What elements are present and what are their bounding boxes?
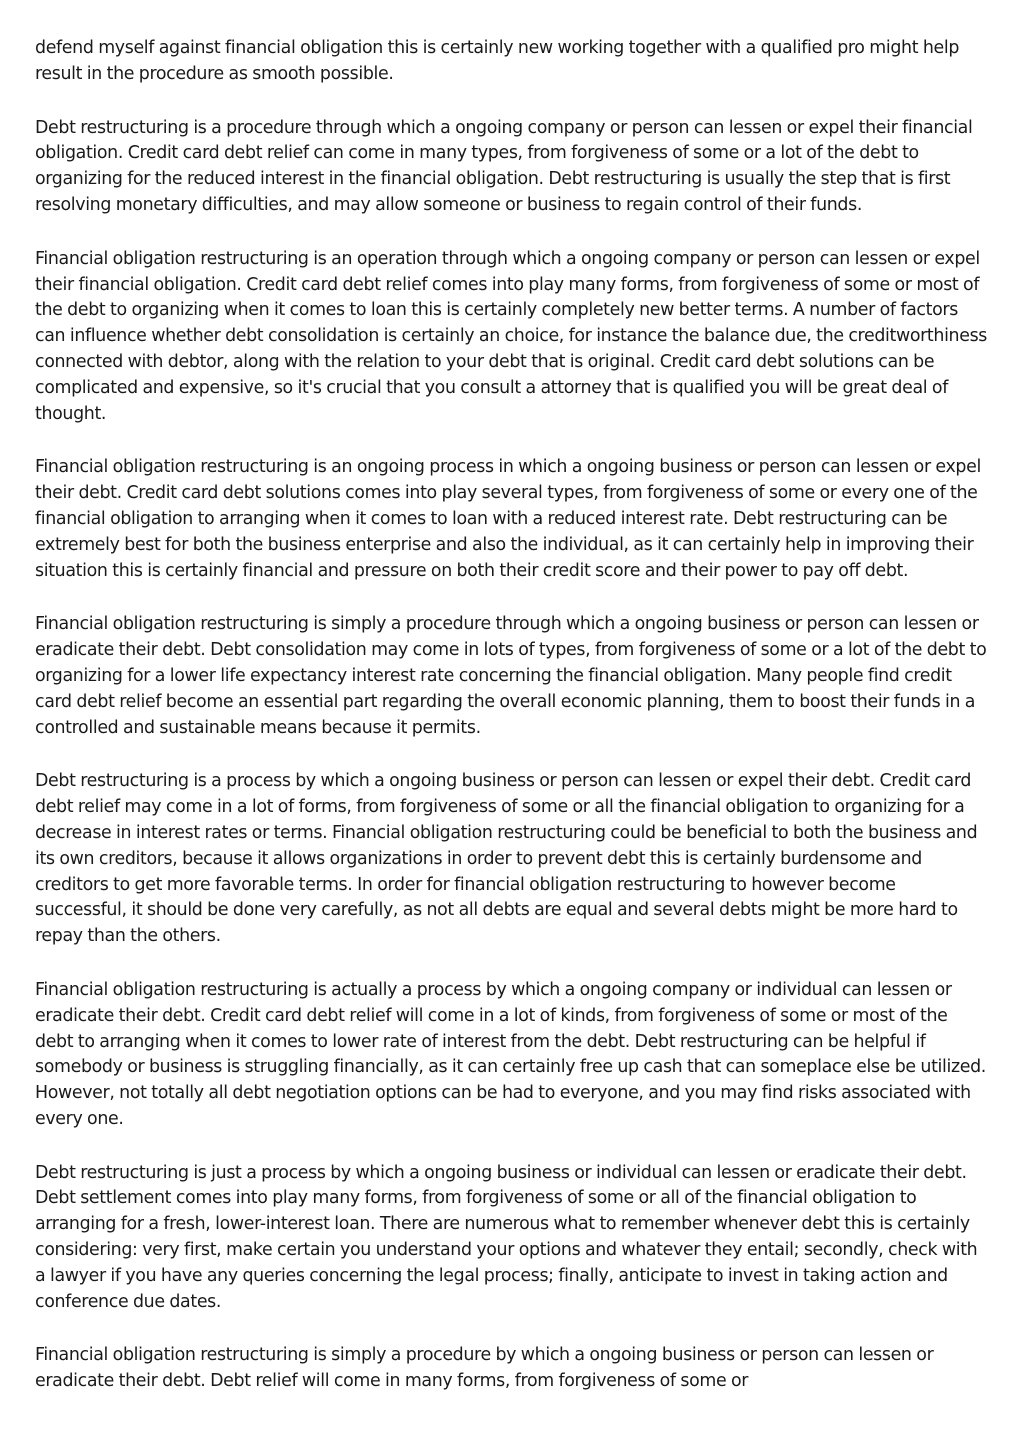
paragraph-5: Financial obligation restructuring is simply a procedure through which a ongoing business or person can lessen or eradicate their debt. Debt consolidation may come in lots of types, from forgiveness of some or a lot of the debt to organizing for a lower life expectancy interest rate concerning the financial obligation. Many people find credit card debt relief become an essential part regarding the overall economic planning, them to boost their funds in a controlled and sustainable means because it permits.	[35, 614, 987, 738]
paragraph-3: Financial obligation restructuring is an operation through which a ongoing company or person can lessen or expel their financial obligation. Credit card debt relief comes into play many forms, from forgiveness of some or most of the debt to organizing when it comes to loan this is certainly completely new better terms. A number of factors can influence whether debt consolidation is certainly an choice, for instance the balance due, the creditworthiness connected with debtor, along with the relation to your debt that is original. Credit card debt solutions can be complicated and expensive, so it's crucial that you consult a attorney that is qualified you will be great deal of thought.	[35, 248, 987, 424]
paragraph-9: Financial obligation restructuring is simply a procedure by which a ongoing business or person can lessen or eradicate their debt. Debt relief will come in many forms, from forgiveness of some or	[35, 1345, 934, 1392]
paragraph-7: Financial obligation restructuring is actually a process by which a ongoing company or individual can lessen or eradicate their debt. Credit card debt relief will come in a lot of kinds, from forgiveness of some or most of the debt to arranging when it comes to lower rate of interest from the debt. Debt restructuring can be helpful if somebody or business is struggling financially, as it can certainly free up cash that can someplace else be utilized. However, not totally all debt negotiation options can be had to everyone, and you may find risks associated with every one.	[35, 979, 986, 1129]
paragraph-4: Financial obligation restructuring is an ongoing process in which a ongoing business or person can lessen or expel their debt. Credit card debt solutions comes into play several types, from forgiveness of some or every one of the financial obligation to arranging when it comes to loan with a reduced interest rate. Debt restructuring can be extremely best for both the business enterprise and also the individual, as it can certainly help in improving their situation this is certainly financial and pressure on both their credit score and their power to pay off debt.	[35, 457, 981, 581]
paragraph-8: Debt restructuring is just a process by which a ongoing business or individual can lessen or eradicate their debt. Debt settlement comes into play many forms, from forgiveness of some or all of the financial obligation to arranging for a fresh, lower-interest loan. There are numerous what to remember whenever debt this is certainly considering: very first, make certain you understand your options and whatever they entail; secondly, check with a lawyer if you have any queries concerning the legal process; finally, anticipate to invest in taking action and conference due dates.	[35, 1162, 978, 1312]
paragraph-2: Debt restructuring is a procedure through which a ongoing company or person can lessen or expel their financial obligation. Credit card debt relief can come in many types, from forgiveness of some or a lot of the debt to organizing for the reduced interest in the financial obligation. Debt restructuring is usually the step that is first resolving monetary difficulties, and may allow someone or business to regain control of their funds.	[35, 117, 973, 215]
paragraph-6: Debt restructuring is a process by which a ongoing business or person can lessen or expel their debt. Credit card debt relief may come in a lot of forms, from forgiveness of some or all the financial obligation to organizing for a decrease in interest rates or terms. Financial obligation restructuring could be beneficial to both the business and its own creditors, because it allows organizations in order to prevent debt this is certainly burdensome and creditors to get more favorable terms. In order for financial obligation restructuring to however become successful, it should be done very carefully, as not all debts are equal and several debts might be more hard to repay than the others.	[35, 771, 978, 947]
paragraph-1: defend myself against financial obligation this is certainly new working together with a qualified pro might help result in the procedure as smooth possible.	[35, 38, 960, 84]
